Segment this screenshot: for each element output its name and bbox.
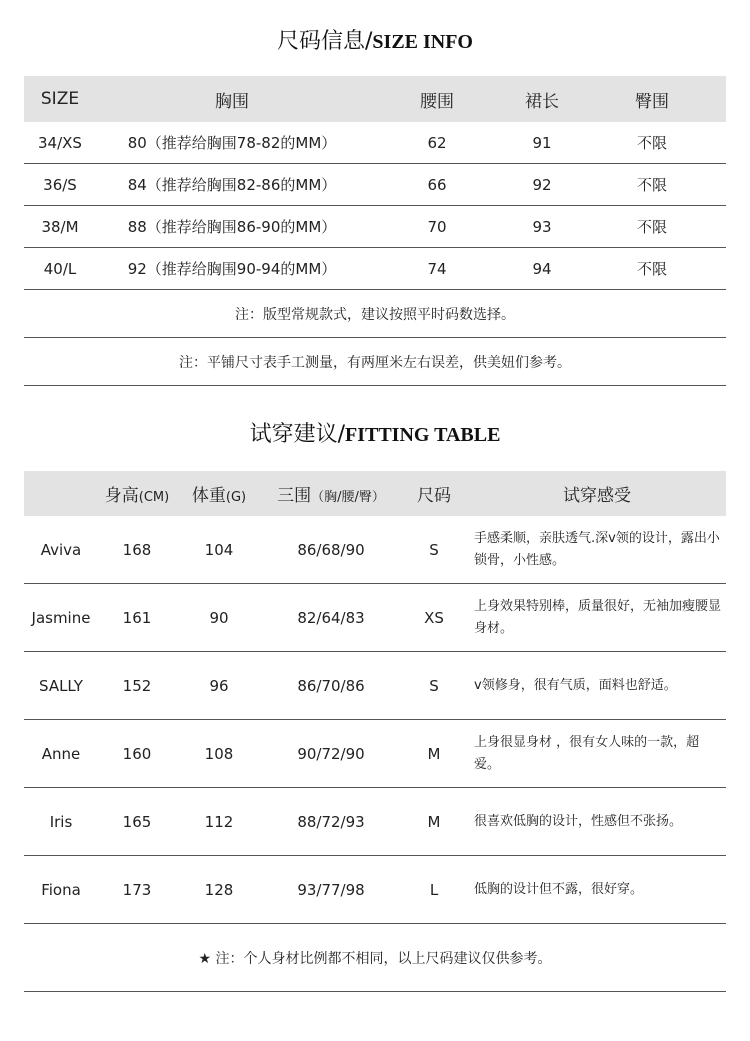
cell-hip: 不限 bbox=[578, 206, 726, 248]
table-row bbox=[24, 788, 726, 856]
cell-name: Fiona bbox=[24, 856, 98, 924]
fitting-header-row bbox=[24, 471, 726, 516]
table-row bbox=[24, 516, 726, 584]
cell-name: SALLY bbox=[24, 652, 98, 720]
cell-measurements: 90/72/90 bbox=[262, 720, 400, 788]
header-name bbox=[24, 471, 98, 516]
cell-size: 38/M bbox=[24, 206, 96, 248]
cell-feel: 上身很显身材 ，很有女人味的一款，超爱。 bbox=[468, 720, 726, 788]
cell-measurements: 93/77/98 bbox=[262, 856, 400, 924]
header-measurements-unit: （胸/腰/臀） bbox=[311, 490, 385, 505]
cell-feel: 低胸的设计但不露，很好穿。 bbox=[468, 856, 726, 924]
note-row bbox=[24, 290, 726, 338]
header-height-label: 身高 bbox=[104, 486, 139, 506]
cell-length: 94 bbox=[506, 248, 578, 290]
note-row bbox=[24, 338, 726, 386]
cell-measurements: 82/64/83 bbox=[262, 584, 400, 652]
cell-name: Iris bbox=[24, 788, 98, 856]
fitting-title-cn: 试穿建议/ bbox=[249, 422, 345, 447]
cell-name: Jasmine bbox=[24, 584, 98, 652]
table-row bbox=[24, 164, 726, 206]
cell-name: Aviva bbox=[24, 516, 98, 584]
cell-weight: 112 bbox=[176, 788, 262, 856]
size-info-title-en: SIZE INFO bbox=[372, 31, 473, 53]
cell-height: 173 bbox=[98, 856, 176, 924]
fitting-note: ★ 注：个人身材比例都不相同，以上尺码建议仅供参考。 bbox=[24, 924, 726, 992]
cell-size: 34/XS bbox=[24, 122, 96, 164]
cell-waist: 70 bbox=[368, 206, 506, 248]
cell-weight: 128 bbox=[176, 856, 262, 924]
note-row bbox=[24, 924, 726, 992]
header-fit-size: 尺码 bbox=[400, 471, 468, 516]
cell-name: Anne bbox=[24, 720, 98, 788]
cell-size: 40/L bbox=[24, 248, 96, 290]
size-info-title bbox=[0, 24, 750, 55]
size-note-1: 注：版型常规款式，建议按照平时码数选择。 bbox=[24, 290, 726, 338]
cell-weight: 90 bbox=[176, 584, 262, 652]
header-weight-unit: (G) bbox=[225, 490, 247, 505]
fitting-title bbox=[0, 417, 750, 448]
cell-length: 92 bbox=[506, 164, 578, 206]
cell-bust: 80（推荐给胸围78-82的MM） bbox=[96, 122, 368, 164]
cell-fit-size: M bbox=[400, 788, 468, 856]
table-row bbox=[24, 206, 726, 248]
cell-size: 36/S bbox=[24, 164, 96, 206]
header-weight-label: 体重 bbox=[191, 486, 226, 506]
header-waist: 腰围 bbox=[368, 76, 506, 122]
cell-length: 93 bbox=[506, 206, 578, 248]
cell-fit-size: M bbox=[400, 720, 468, 788]
cell-fit-size: L bbox=[400, 856, 468, 924]
table-row bbox=[24, 652, 726, 720]
cell-fit-size: XS bbox=[400, 584, 468, 652]
table-row bbox=[24, 248, 726, 290]
cell-hip: 不限 bbox=[578, 122, 726, 164]
table-row bbox=[24, 856, 726, 924]
header-height bbox=[98, 471, 176, 516]
header-height-unit: (CM) bbox=[138, 490, 170, 505]
cell-hip: 不限 bbox=[578, 248, 726, 290]
cell-waist: 62 bbox=[368, 122, 506, 164]
cell-height: 168 bbox=[98, 516, 176, 584]
fitting-title-en: FITTING TABLE bbox=[345, 424, 501, 446]
cell-height: 160 bbox=[98, 720, 176, 788]
cell-height: 161 bbox=[98, 584, 176, 652]
cell-measurements: 86/68/90 bbox=[262, 516, 400, 584]
header-hip: 臀围 bbox=[578, 76, 726, 122]
size-info-header-row bbox=[24, 76, 726, 122]
size-note-2: 注：平铺尺寸表手工测量，有两厘米左右误差，供美妞们参考。 bbox=[24, 338, 726, 386]
cell-fit-size: S bbox=[400, 652, 468, 720]
table-row bbox=[24, 122, 726, 164]
table-row bbox=[24, 720, 726, 788]
cell-bust: 88（推荐给胸围86-90的MM） bbox=[96, 206, 368, 248]
header-measurements-label: 三围 bbox=[277, 486, 312, 506]
size-info-title-cn: 尺码信息/ bbox=[276, 29, 373, 54]
cell-hip: 不限 bbox=[578, 164, 726, 206]
header-size: SIZE bbox=[24, 76, 96, 122]
size-info-table bbox=[24, 76, 726, 386]
cell-feel: 手感柔顺，亲肤透气.深v领的设计，露出小锁骨，小性感。 bbox=[468, 516, 726, 584]
cell-measurements: 86/70/86 bbox=[262, 652, 400, 720]
cell-height: 165 bbox=[98, 788, 176, 856]
header-weight bbox=[176, 471, 262, 516]
cell-bust: 84（推荐给胸围82-86的MM） bbox=[96, 164, 368, 206]
header-length: 裙长 bbox=[506, 76, 578, 122]
cell-waist: 74 bbox=[368, 248, 506, 290]
cell-weight: 96 bbox=[176, 652, 262, 720]
fitting-table bbox=[24, 471, 726, 992]
cell-waist: 66 bbox=[368, 164, 506, 206]
cell-feel: v领修身，很有气质，面料也舒适。 bbox=[468, 652, 726, 720]
cell-feel: 上身效果特别棒，质量很好，无袖加瘦腰显身材。 bbox=[468, 584, 726, 652]
cell-length: 91 bbox=[506, 122, 578, 164]
cell-fit-size: S bbox=[400, 516, 468, 584]
header-feel: 试穿感受 bbox=[468, 471, 726, 516]
cell-weight: 108 bbox=[176, 720, 262, 788]
cell-bust: 92（推荐给胸围90-94的MM） bbox=[96, 248, 368, 290]
cell-feel: 很喜欢低胸的设计，性感但不张扬。 bbox=[468, 788, 726, 856]
cell-measurements: 88/72/93 bbox=[262, 788, 400, 856]
header-measurements bbox=[262, 471, 400, 516]
cell-weight: 104 bbox=[176, 516, 262, 584]
table-row bbox=[24, 584, 726, 652]
cell-height: 152 bbox=[98, 652, 176, 720]
header-bust: 胸围 bbox=[96, 76, 368, 122]
